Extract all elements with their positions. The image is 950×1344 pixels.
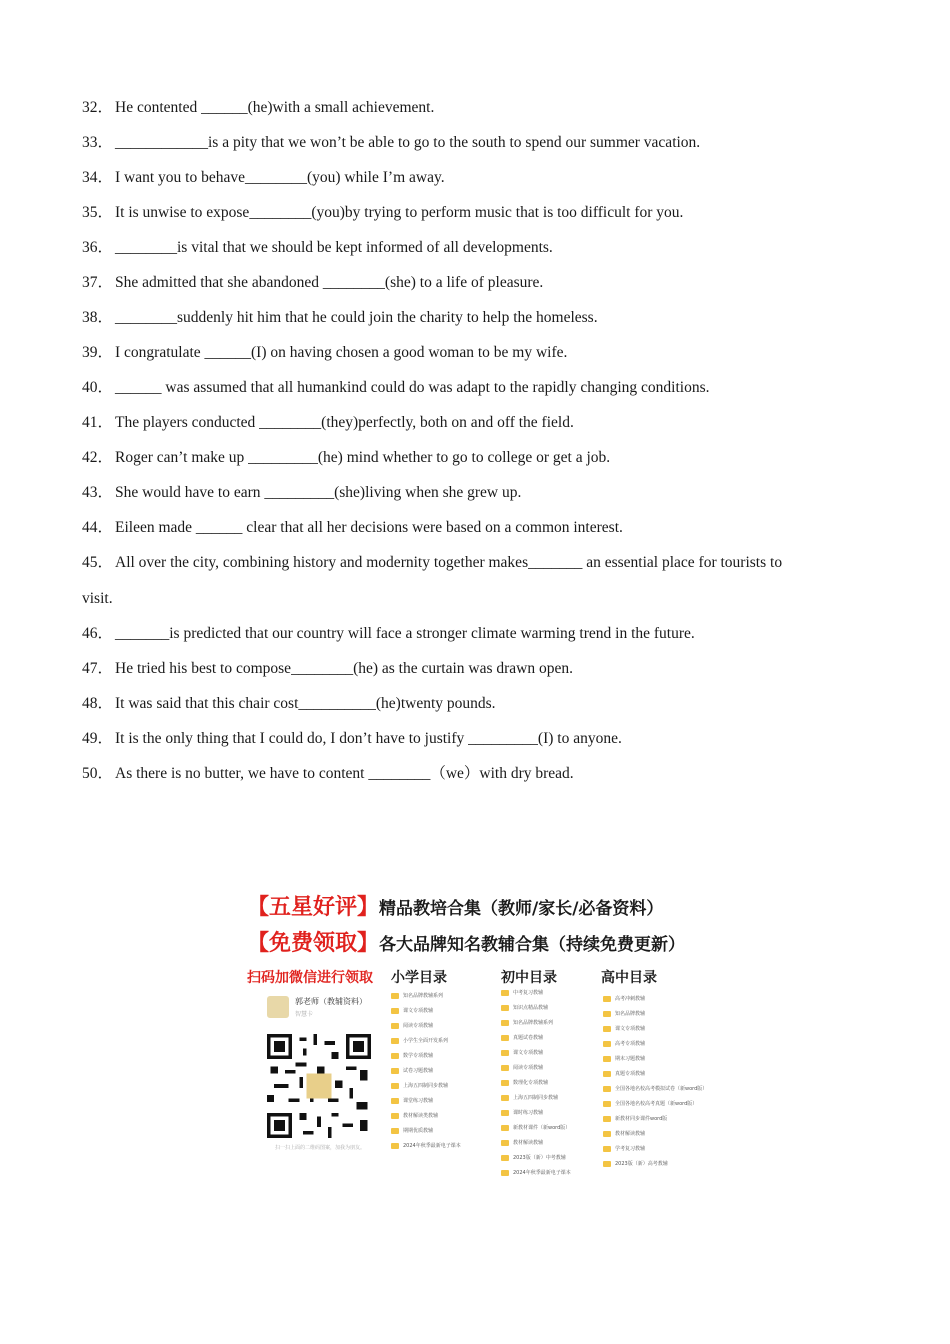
question-number: 44． <box>82 519 114 536</box>
folder-item[interactable] <box>501 1060 571 1075</box>
question-text: I congratulate ______(I) on having chosen a good woman to be my wife. <box>115 344 568 361</box>
question-item <box>82 342 842 364</box>
folder-label: 教材解读类教辅 <box>403 1113 439 1119</box>
folder-icon <box>501 1050 509 1056</box>
folder-label: 2024年秋季最新电子课本 <box>403 1143 461 1149</box>
folder-item[interactable] <box>391 1033 461 1048</box>
folder-label: 课时练习教辅 <box>513 1110 544 1116</box>
question-item <box>82 623 842 645</box>
question-number: 39． <box>82 344 114 361</box>
folder-item[interactable] <box>603 1006 707 1021</box>
folder-item[interactable] <box>391 1078 461 1093</box>
folder-icon <box>391 1008 399 1014</box>
folder-icon <box>603 996 611 1002</box>
folder-icon <box>391 993 399 999</box>
question-text: Roger can’t make up _________(he) mind whether to go to college or get a job. <box>115 449 611 466</box>
question-item <box>82 728 842 750</box>
folder-item[interactable] <box>501 1105 571 1120</box>
question-text: ____________is a pity that we won’t be able to go to the south to spend our summer vacation. <box>115 134 701 151</box>
primary-folder-list <box>391 988 461 1153</box>
promo-rating-text: 精品教培合集（教师/家长/必备资料） <box>379 899 664 919</box>
folder-item[interactable] <box>603 1096 707 1111</box>
question-item <box>82 447 842 469</box>
folder-label: 课文专项教辅 <box>615 1026 646 1032</box>
folder-label: 教材解读教辅 <box>513 1140 544 1146</box>
folder-label: 小学生全面开发系列 <box>403 1038 449 1044</box>
folder-item[interactable] <box>501 1150 571 1165</box>
folder-item[interactable] <box>603 1126 707 1141</box>
question-number: 32． <box>82 99 114 116</box>
folder-item[interactable] <box>501 1075 571 1090</box>
question-item <box>82 482 842 504</box>
folder-item[interactable] <box>391 1108 461 1123</box>
question-text: Eileen made ______ clear that all her decisions were based on a common interest. <box>115 519 623 536</box>
question-text: It is the only thing that I could do, I don’t have to justify _________(I) to anyone. <box>115 730 622 747</box>
folder-icon <box>501 1095 509 1101</box>
folder-icon <box>603 1146 611 1152</box>
question-number: 35． <box>82 204 114 221</box>
avatar <box>267 996 289 1018</box>
question-text: All over the city, combining history and modernity together makes_______ an essential place for tourists to <box>115 554 783 571</box>
question-text: As there is no butter, we have to content ________（we）with dry bread. <box>115 765 574 782</box>
folder-label: 课文专项教辅 <box>513 1050 544 1056</box>
question-item <box>82 97 842 119</box>
folder-icon <box>501 1080 509 1086</box>
folder-icon <box>501 1170 509 1176</box>
folder-label: 2024年秋季最新电子课本 <box>513 1170 571 1176</box>
folder-label: 2023版（新）高考教辅 <box>615 1161 668 1167</box>
question-text: She admitted that she abandoned ________(she) to a life of pleasure. <box>115 274 544 291</box>
question-number: 48． <box>82 695 114 712</box>
folder-item[interactable] <box>501 1015 571 1030</box>
folder-icon <box>603 1101 611 1107</box>
folder-icon <box>501 1125 509 1131</box>
folder-icon <box>603 1071 611 1077</box>
question-text: He contented ______(he)with a small achievement. <box>115 99 435 116</box>
folder-label: 上海五四制同步教辅 <box>513 1095 559 1101</box>
folder-item[interactable] <box>603 991 707 1006</box>
question-item <box>82 167 842 189</box>
question-text: _______is predicted that our country will face a stronger climate warming trend in the future. <box>115 625 695 642</box>
folder-icon <box>603 1026 611 1032</box>
promo-free-text: 各大品牌知名教辅合集（持续免费更新） <box>379 935 686 955</box>
folder-item[interactable] <box>391 1093 461 1108</box>
question-item <box>82 377 842 399</box>
question-number: 33． <box>82 134 114 151</box>
folder-item[interactable] <box>391 988 461 1003</box>
folder-label: 期末习题教辅 <box>615 1056 646 1062</box>
folder-item[interactable] <box>501 1030 571 1045</box>
contact-name: 郭老师（教辅资料） <box>295 997 367 1006</box>
folder-label: 全国各地名校高考真题（新word版） <box>615 1101 698 1107</box>
question-item <box>82 693 842 715</box>
high-folder-list <box>603 991 707 1171</box>
question-text: It was said that this chair cost__________(he)twenty pounds. <box>115 695 496 712</box>
question-number: 49． <box>82 730 114 747</box>
question-number: 38． <box>82 309 114 326</box>
wechat-contact-card <box>267 994 392 1024</box>
folder-icon <box>501 1155 509 1161</box>
folder-icon <box>603 1041 611 1047</box>
folder-icon <box>391 1128 399 1134</box>
folder-label: 2023版（新）中考教辅 <box>513 1155 566 1161</box>
folder-label: 期期优质教辅 <box>403 1128 434 1134</box>
folder-label: 新教材课件（新word版） <box>513 1125 571 1131</box>
folder-item[interactable] <box>501 1045 571 1060</box>
folder-label: 阅读专项教辅 <box>403 1023 434 1029</box>
question-number: 36． <box>82 239 114 256</box>
question-number: 42． <box>82 449 114 466</box>
folder-item[interactable] <box>391 1018 461 1033</box>
question-number: 41． <box>82 414 114 431</box>
folder-icon <box>391 1098 399 1104</box>
folder-item[interactable] <box>603 1036 707 1051</box>
folder-item[interactable] <box>603 1021 707 1036</box>
folder-icon <box>391 1113 399 1119</box>
question-text: He tried his best to compose________(he) as the curtain was drawn open. <box>115 660 573 677</box>
question-number: 43． <box>82 484 114 501</box>
question-text: ________suddenly hit him that he could join the charity to help the homeless. <box>115 309 598 326</box>
question-number: 46． <box>82 625 114 642</box>
folder-icon <box>391 1023 399 1029</box>
question-item <box>82 272 842 294</box>
promo-line-rating <box>247 890 663 921</box>
folder-label: 数学专项教辅 <box>403 1053 434 1059</box>
question-item <box>82 202 842 224</box>
folder-label: 数理化专项教辅 <box>513 1080 549 1086</box>
promo-line-free <box>247 926 685 957</box>
folder-icon <box>603 1161 611 1167</box>
folder-label: 知名品牌教辅 <box>615 1011 646 1017</box>
folder-icon <box>501 1110 509 1116</box>
folder-item[interactable] <box>501 1135 571 1150</box>
question-text: I want you to behave________(you) while I’m away. <box>115 169 445 186</box>
folder-label: 教材解读教辅 <box>615 1131 646 1137</box>
question-item <box>82 307 842 329</box>
folder-icon <box>603 1086 611 1092</box>
folder-item[interactable] <box>603 1051 707 1066</box>
folder-icon <box>603 1131 611 1137</box>
folder-label: 知识点精品教辅 <box>513 1005 549 1011</box>
folder-item[interactable] <box>603 1141 707 1156</box>
question-list <box>82 97 842 798</box>
qr-code-icon[interactable] <box>267 1034 371 1138</box>
question-number: 47． <box>82 660 114 677</box>
question-item <box>82 517 842 539</box>
folder-icon <box>501 1140 509 1146</box>
folder-icon <box>603 1116 611 1122</box>
folder-label: 阅读专项教辅 <box>513 1065 544 1071</box>
folder-icon <box>603 1056 611 1062</box>
primary-directory-title: 小学目录 <box>391 970 447 986</box>
qr-caption: 扫一扫上面的二维码图案，加我为朋友。 <box>275 1145 366 1151</box>
folder-icon <box>603 1011 611 1017</box>
folder-item[interactable] <box>391 1063 461 1078</box>
folder-icon <box>391 1068 399 1074</box>
middle-directory-title: 初中目录 <box>501 970 557 986</box>
folder-item[interactable] <box>391 1003 461 1018</box>
folder-label: 课文专项教辅 <box>403 1008 434 1014</box>
folder-icon <box>501 1035 509 1041</box>
folder-label: 新教材同步课件word版 <box>615 1116 668 1122</box>
folder-item[interactable] <box>391 1123 461 1138</box>
question-text: ______ was assumed that all humankind could do was adapt to the rapidly changing conditions. <box>115 379 710 396</box>
folder-icon <box>391 1083 399 1089</box>
folder-icon <box>501 1065 509 1071</box>
folder-item[interactable] <box>391 1048 461 1063</box>
folder-item[interactable] <box>603 1066 707 1081</box>
folder-item[interactable] <box>501 985 571 1000</box>
folder-label: 真题专项教辅 <box>615 1071 646 1077</box>
folder-label: 中考复习教辅 <box>513 990 544 996</box>
question-number: 45． <box>82 554 114 571</box>
folder-label: 试卷习题教辅 <box>403 1068 434 1074</box>
question-item <box>82 412 842 434</box>
question-text: It is unwise to expose________(you)by trying to perform music that is too difficult for you. <box>115 204 684 221</box>
folder-item[interactable] <box>603 1156 707 1171</box>
scan-instruction: 扫码加微信进行领取 <box>247 970 373 986</box>
folder-label: 高考专项教辅 <box>615 1041 646 1047</box>
folder-item[interactable] <box>603 1081 707 1096</box>
folder-item[interactable] <box>501 1090 571 1105</box>
question-text: She would have to earn _________(she)living when she grew up. <box>115 484 522 501</box>
question-number: 37． <box>82 274 114 291</box>
question-item <box>82 552 842 574</box>
folder-icon <box>501 1005 509 1011</box>
folder-label: 课堂练习教辅 <box>403 1098 434 1104</box>
middle-folder-list <box>501 985 571 1180</box>
folder-label: 高考冲刺教辅 <box>615 996 646 1002</box>
question-text: ________is vital that we should be kept informed of all developments. <box>115 239 553 256</box>
promo-rating-tag: 【五星好评】 <box>247 895 380 920</box>
folder-label: 上海五四制同步教辅 <box>403 1083 449 1089</box>
folder-icon <box>391 1053 399 1059</box>
folder-item[interactable] <box>501 1000 571 1015</box>
folder-icon <box>391 1143 399 1149</box>
question-text: The players conducted ________(they)perfectly, both on and off the field. <box>115 414 574 431</box>
folder-item[interactable] <box>391 1138 461 1153</box>
folder-icon <box>391 1038 399 1044</box>
folder-label: 真题试卷教辅 <box>513 1035 544 1041</box>
folder-label: 知名品牌教辅系列 <box>403 993 444 999</box>
question-item <box>82 658 842 680</box>
question-number: 40． <box>82 379 114 396</box>
folder-icon <box>501 990 509 996</box>
question-text-continued: visit. <box>82 590 113 607</box>
question-number: 34． <box>82 169 114 186</box>
question-number: 50． <box>82 765 114 782</box>
folder-item[interactable] <box>501 1120 571 1135</box>
promo-banner <box>247 884 708 1176</box>
promo-free-tag: 【免费领取】 <box>247 931 380 956</box>
folder-icon <box>501 1020 509 1026</box>
high-directory-title: 高中目录 <box>601 970 657 986</box>
folder-item[interactable] <box>501 1165 571 1180</box>
folder-label: 全国各地名校高考模拟试卷（新word版） <box>615 1086 708 1092</box>
folder-item[interactable] <box>603 1111 707 1126</box>
contact-subtitle: 智慧卡 <box>295 1011 314 1018</box>
folder-label: 知名品牌教辅系列 <box>513 1020 554 1026</box>
folder-label: 学考复习教辅 <box>615 1146 646 1152</box>
question-item <box>82 763 842 785</box>
question-item <box>82 132 842 154</box>
question-item <box>82 237 842 259</box>
